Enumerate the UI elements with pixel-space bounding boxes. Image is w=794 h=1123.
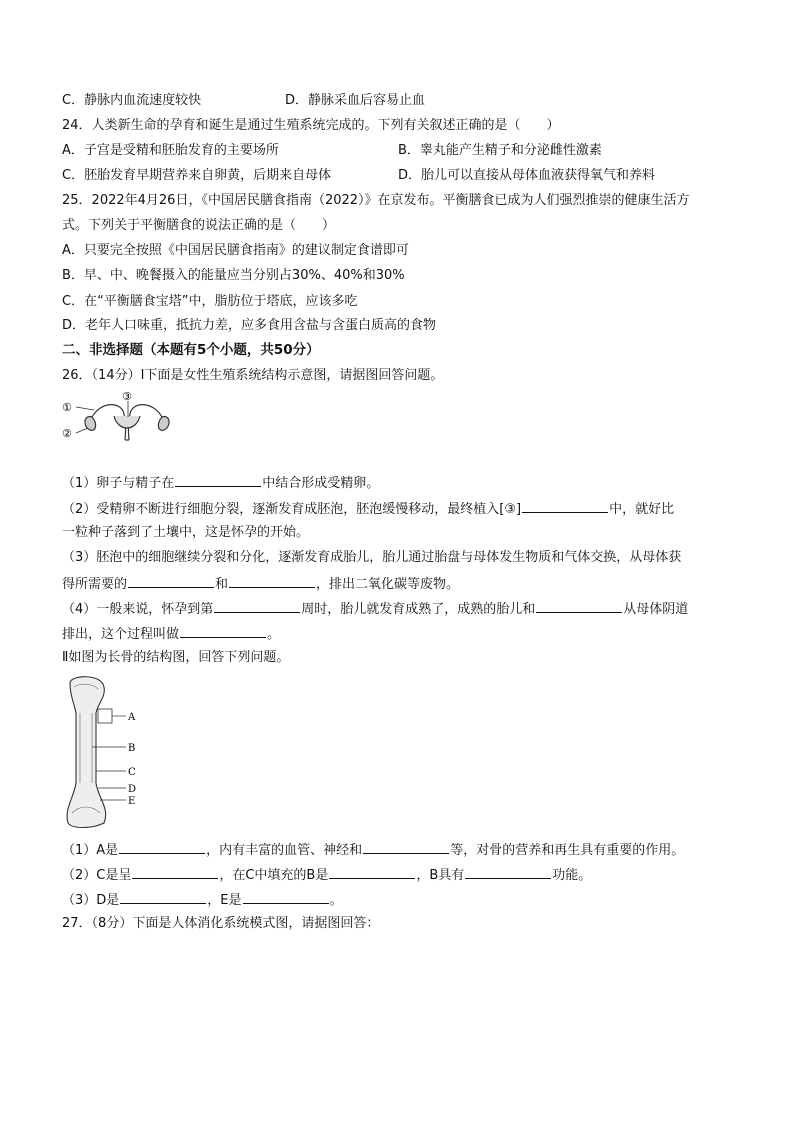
option-c-24: C．胚胎发育早期营养来自卵黄，后期来自母体 <box>62 168 332 183</box>
q26-4-text-c: 从母体阴道 <box>623 602 689 617</box>
answer-blank[interactable] <box>229 575 315 588</box>
answer-blank[interactable] <box>363 841 449 854</box>
answer-blank[interactable] <box>119 841 205 854</box>
option-b-24: B．睾丸能产生精子和分泌雌性激素 <box>398 143 602 158</box>
answer-blank[interactable] <box>180 625 266 638</box>
answer-blank[interactable] <box>132 866 218 879</box>
q26-1-text-a: （1）卵子与精子在 <box>62 476 175 491</box>
answer-blank[interactable] <box>120 891 206 904</box>
bone-q2 <box>62 866 591 884</box>
figure2-label-d: D <box>128 784 137 795</box>
part-2-intro: Ⅱ如图为长骨的结构图，回答下列问题。 <box>62 650 290 665</box>
q26-4-cont <box>62 625 280 643</box>
q26-3: （3）胚泡中的细胞继续分裂和分化，逐渐发育成胎儿，胎儿通过胎盘与母体发生物质和气体交换，从母体获 <box>62 550 682 565</box>
answer-blank[interactable] <box>243 891 329 904</box>
option-d-24: D．胎儿可以直接从母体血液获得氧气和养料 <box>398 168 656 183</box>
bone-q2-text-b: ，在C中填充的B是 <box>219 868 329 883</box>
bone-q1-text-b: ，内有丰富的血管、神经和 <box>206 843 363 858</box>
bone-q3 <box>62 891 343 909</box>
q26-3-text-c: 和 <box>215 577 229 592</box>
q26-4-text-d: 排出，这个过程叫做 <box>62 627 180 642</box>
figure1-label-2: ② <box>62 427 72 440</box>
figure1-label-3: ③ <box>122 392 132 403</box>
q26-4-text-a: （4）一般来说，怀孕到第 <box>62 602 214 617</box>
answer-blank[interactable] <box>536 600 622 613</box>
option-b-25: B．早、中、晚餐摄入的能量应当分别占30%、40%和30% <box>62 268 405 283</box>
figure1-label-1: ① <box>62 401 72 414</box>
female-reproductive-figure <box>62 392 192 452</box>
long-bone-figure <box>62 673 152 831</box>
option-d-23: D．静脉采血后容易止血 <box>285 93 426 108</box>
bone-q2-text-d: 功能。 <box>552 868 592 883</box>
question-26-stem: 26．（14分）I下面是女性生殖系统结构示意图，请据图回答问题。 <box>62 368 444 383</box>
bone-q2-text-a: （2）C是呈 <box>62 868 132 883</box>
bone-q3-text-a: （3）D是 <box>62 893 120 908</box>
bone-q3-text-b: ，E是 <box>207 893 242 908</box>
figure2-label-c: C <box>128 767 136 778</box>
answer-blank[interactable] <box>329 866 415 879</box>
bone-q1 <box>62 841 684 859</box>
option-d-25: D．老年人口味重，抵抗力差，应多食用含盐与含蛋白质高的食物 <box>62 318 437 333</box>
figure2-label-e: E <box>128 796 136 807</box>
option-c-23: C．静脉内血流速度较快 <box>62 93 202 108</box>
option-a-25: A．只要完全按照《中国居民膳食指南》的建议制定食谱即可 <box>62 243 409 258</box>
answer-blank[interactable] <box>522 500 608 513</box>
option-a-24: A．子宫是受精和胚胎发育的主要场所 <box>62 143 279 158</box>
q26-3-cont <box>62 575 459 593</box>
q26-1 <box>62 474 379 492</box>
q26-2-text-a: （2）受精卵不断进行细胞分裂，逐渐发育成胚泡，胚泡缓慢移动，最终植入[③] <box>62 502 522 517</box>
q26-2 <box>62 500 674 518</box>
q26-3-text-b: 得所需要的 <box>62 577 128 592</box>
bone-q2-text-c: ，B具有 <box>416 868 465 883</box>
bone-q1-text-c: 等，对骨的营养和再生具有重要的作用。 <box>450 843 685 858</box>
q26-4-text-b: 周时，胎儿就发育成熟了，成熟的胎儿和 <box>301 602 536 617</box>
bone-q1-text-a: （1）A是 <box>62 843 119 858</box>
q26-3-text-d: ，排出二氧化碳等废物。 <box>316 577 460 592</box>
q26-2-text-b: 中，就好比 <box>609 502 675 517</box>
q26-4-text-e: 。 <box>267 627 281 642</box>
q26-4 <box>62 600 688 618</box>
answer-blank[interactable] <box>128 575 214 588</box>
bone-q3-text-c: 。 <box>329 893 343 908</box>
q26-1-text-b: 中结合形成受精卵。 <box>262 476 380 491</box>
option-c-25: C．在“平衡膳食宝塔”中，脂肪位于塔底，应该多吃 <box>62 294 358 309</box>
question-27-stem: 27．（8分）下面是人体消化系统模式图，请据图回答： <box>62 916 380 931</box>
answer-blank[interactable] <box>175 474 261 487</box>
q26-2-cont: 一粒种子落到了土壤中，这是怀孕的开始。 <box>62 525 310 540</box>
figure2-label-b: B <box>128 743 136 754</box>
answer-blank[interactable] <box>214 600 300 613</box>
question-25-stem-2: 式。下列关于平衡膳食的说法正确的是（ ） <box>62 218 336 233</box>
section-heading: 二、非选择题（本题有5个小题，共50分） <box>62 342 320 358</box>
question-24-stem: 24．人类新生命的孕育和诞生是通过生殖系统完成的。下列有关叙述正确的是（ ） <box>62 118 560 133</box>
question-25-stem-1: 25．2022年4月26日，《中国居民膳食指南（2022）》在京发布。平衡膳食已成为人们强烈推崇的健康生活方 <box>62 193 690 208</box>
answer-blank[interactable] <box>465 866 551 879</box>
figure2-label-a: A <box>128 712 136 723</box>
